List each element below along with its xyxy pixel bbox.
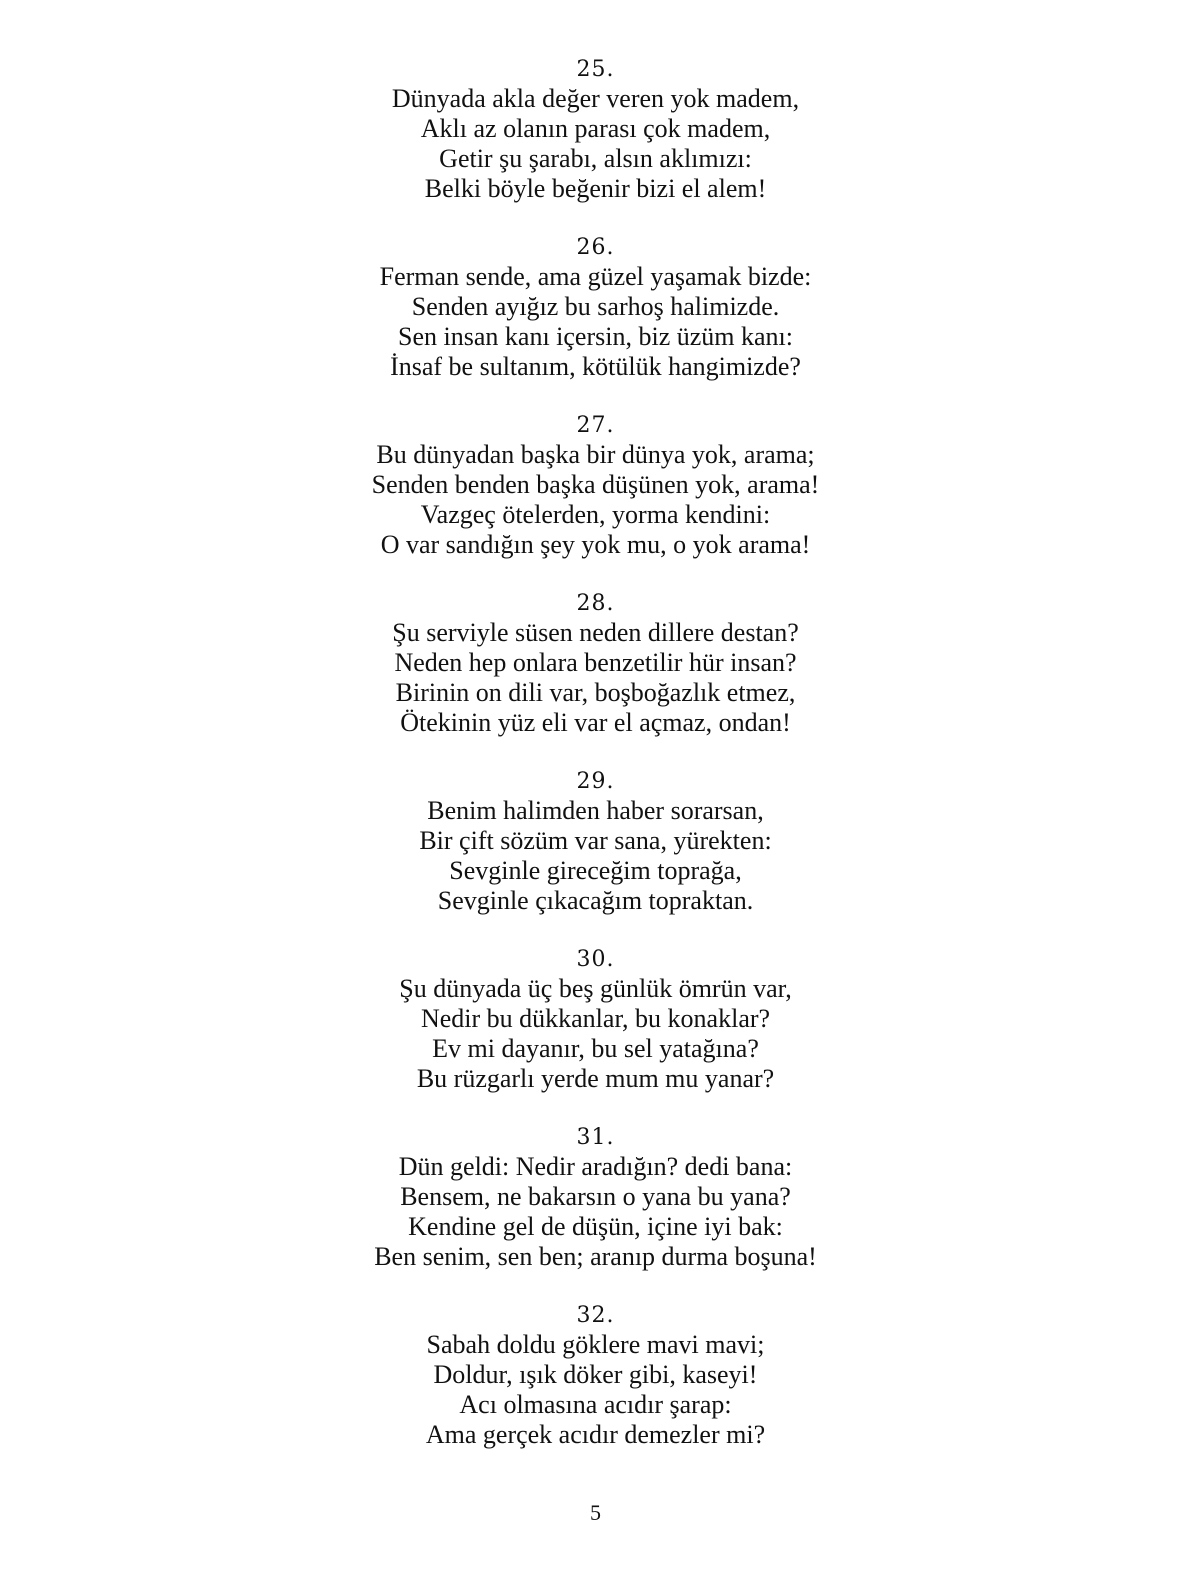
stanza-line: Senden benden başka düşünen yok, arama! xyxy=(371,470,820,499)
stanza-line: Birinin on dili var, boşboğazlık etmez, xyxy=(395,678,796,707)
stanza-line: Doldur, ışık döker gibi, kaseyi! xyxy=(433,1360,758,1389)
poem-list xyxy=(0,56,1191,1480)
stanza-line: Sevginle çıkacağım topraktan. xyxy=(437,886,754,915)
page-number: 5 xyxy=(590,1500,601,1525)
stanza-line: Neden hep onlara benzetilir hür insan? xyxy=(394,648,797,677)
stanza-line: İnsaf be sultanım, kötülük hangimizde? xyxy=(390,352,801,381)
stanza-line: Sevginle gireceğim toprağa, xyxy=(449,856,742,885)
stanza-line: Benim halimden haber sorarsan, xyxy=(427,796,764,825)
stanza-line: Şu serviyle süsen neden dillere destan? xyxy=(392,618,799,647)
stanza-32 xyxy=(0,1302,1191,1480)
stanza-27 xyxy=(0,412,1191,590)
stanza-line: O var sandığın şey yok mu, o yok arama! xyxy=(380,530,811,559)
stanza-29 xyxy=(0,768,1191,946)
stanza-number: 27. xyxy=(576,413,615,438)
stanza-line: Dün geldi: Nedir aradığın? dedi bana: xyxy=(398,1152,793,1181)
stanza-number: 32. xyxy=(576,1303,615,1328)
stanza-number: 30. xyxy=(576,947,615,972)
stanza-line: Şu dünyada üç beş günlük ömrün var, xyxy=(399,974,792,1003)
stanza-number: 29. xyxy=(576,769,615,794)
stanza-number: 31. xyxy=(576,1125,615,1150)
stanza-line: Sabah doldu göklere mavi mavi; xyxy=(426,1330,765,1359)
stanza-line: Kendine gel de düşün, içine iyi bak: xyxy=(408,1212,783,1241)
stanza-line: Aklı az olanın parası çok madem, xyxy=(420,114,771,143)
stanza-30 xyxy=(0,946,1191,1124)
stanza-line: Senden ayığız bu sarhoş halimizde. xyxy=(411,292,780,321)
stanza-28 xyxy=(0,590,1191,768)
stanza-number: 25. xyxy=(576,57,615,82)
stanza-line: Vazgeç ötelerden, yorma kendini: xyxy=(420,500,771,529)
stanza-line: Ben senim, sen ben; aranıp durma boşuna! xyxy=(374,1242,817,1271)
stanza-line: Bu rüzgarlı yerde mum mu yanar? xyxy=(416,1064,775,1093)
stanza-line: Nedir bu dükkanlar, bu konaklar? xyxy=(420,1004,771,1033)
stanza-line: Bir çift sözüm var sana, yürekten: xyxy=(419,826,772,855)
stanza-line: Getir şu şarabı, alsın aklımızı: xyxy=(439,144,752,173)
stanza-line: Belki böyle beğenir bizi el alem! xyxy=(424,174,767,203)
stanza-31 xyxy=(0,1124,1191,1302)
stanza-line: Ama gerçek acıdır demezler mi? xyxy=(425,1420,766,1449)
stanza-25 xyxy=(0,56,1191,234)
stanza-26 xyxy=(0,234,1191,412)
stanza-line: Bensem, ne bakarsın o yana bu yana? xyxy=(400,1182,791,1211)
stanza-line: Ferman sende, ama güzel yaşamak bizde: xyxy=(379,262,812,291)
stanza-line: Ötekinin yüz eli var el açmaz, ondan! xyxy=(400,708,791,737)
stanza-line: Sen insan kanı içersin, biz üzüm kanı: xyxy=(398,322,793,351)
stanza-number: 28. xyxy=(576,591,615,616)
stanza-line: Dünyada akla değer veren yok madem, xyxy=(391,84,800,113)
stanza-line: Bu dünyadan başka bir dünya yok, arama; xyxy=(376,440,815,469)
stanza-number: 26. xyxy=(576,235,615,260)
stanza-line: Ev mi dayanır, bu sel yatağına? xyxy=(432,1034,759,1063)
stanza-line: Acı olmasına acıdır şarap: xyxy=(459,1390,732,1419)
